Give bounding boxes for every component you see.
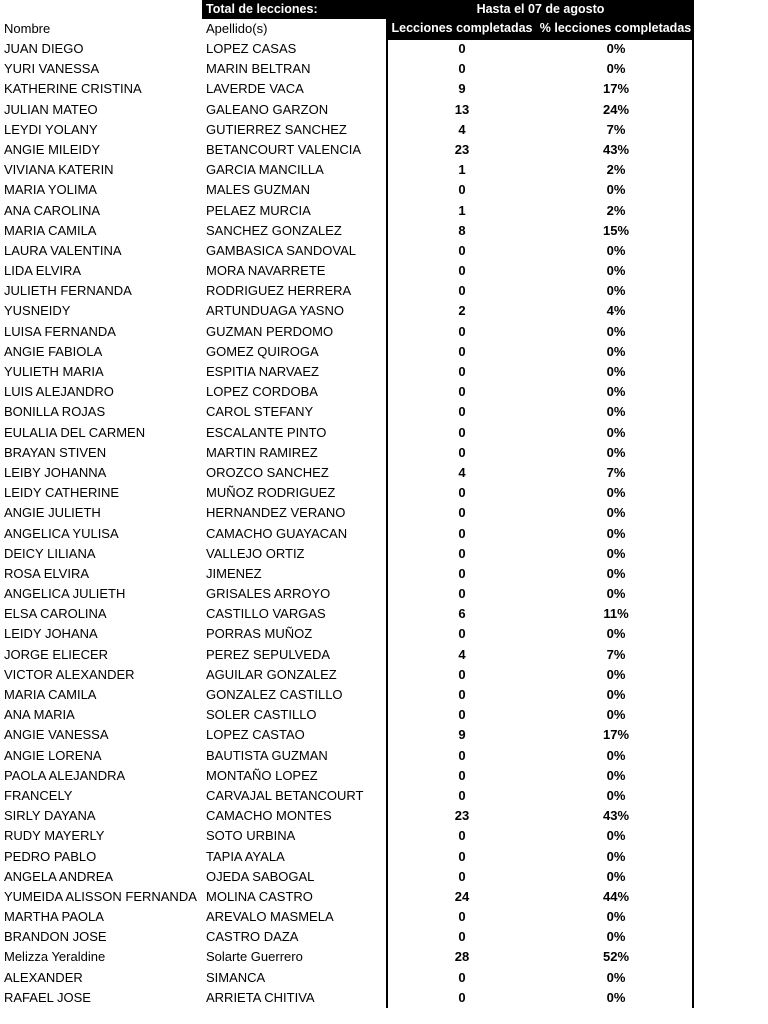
- cell-percent: 4%: [606, 303, 626, 319]
- table-row: [0, 402, 768, 422]
- table-row: [0, 624, 768, 644]
- table-row: [0, 766, 768, 786]
- cell-percent: 0%: [606, 989, 626, 1005]
- cell-apellido: JIMENEZ: [206, 565, 262, 581]
- cell-lecciones: 2: [458, 303, 466, 319]
- table-row: [0, 483, 768, 503]
- cell-percent: 7%: [606, 464, 626, 480]
- cell-nombre: VICTOR ALEXANDER: [4, 666, 135, 682]
- table-row: [0, 201, 768, 221]
- cell-percent: 0%: [606, 707, 626, 723]
- cell-lecciones: 0: [458, 626, 466, 642]
- cell-percent: 0%: [606, 666, 626, 682]
- cell-apellido: CASTILLO VARGAS: [206, 606, 326, 622]
- cell-nombre: VIVIANA KATERIN: [4, 162, 114, 178]
- table-row: [0, 725, 768, 745]
- cell-apellido: LOPEZ CORDOBA: [206, 384, 318, 400]
- cell-percent: 0%: [606, 525, 626, 541]
- cell-lecciones: 0: [458, 565, 466, 581]
- cell-lecciones: 0: [458, 868, 466, 884]
- cell-nombre: ELSA CAROLINA: [4, 606, 107, 622]
- cell-lecciones: 0: [458, 485, 466, 501]
- cell-lecciones: 0: [458, 929, 466, 945]
- cell-lecciones: 8: [458, 222, 466, 238]
- table-row: [0, 645, 768, 665]
- cell-percent: 0%: [606, 747, 626, 763]
- table-row: [0, 100, 768, 120]
- cell-percent: 43%: [602, 808, 630, 824]
- cell-nombre: ROSA ELVIRA: [4, 565, 90, 581]
- cell-apellido: CAROL STEFANY: [206, 404, 314, 420]
- cell-apellido: MOLINA CASTRO: [206, 888, 313, 904]
- cell-nombre: ANGELICA YULISA: [4, 525, 119, 541]
- cell-lecciones: 0: [458, 242, 466, 258]
- cell-apellido: CARVAJAL BETANCOURT: [206, 787, 364, 803]
- cell-lecciones: 0: [458, 989, 466, 1005]
- cell-nombre: ANGIE FABIOLA: [4, 343, 103, 359]
- cell-nombre: BRAYAN STIVEN: [4, 444, 107, 460]
- date-title: Hasta el 07 de agosto: [476, 2, 605, 16]
- table-row: [0, 665, 768, 685]
- cell-nombre: MARTHA PAOLA: [4, 909, 104, 925]
- cell-lecciones: 0: [458, 909, 466, 925]
- table-row: [0, 806, 768, 826]
- table-row: [0, 604, 768, 624]
- student-table: [0, 39, 768, 1008]
- cell-nombre: PAOLA ALEJANDRA: [4, 767, 126, 783]
- cell-lecciones: 0: [458, 767, 466, 783]
- cell-apellido: GRISALES ARROYO: [206, 586, 331, 602]
- cell-apellido: MUÑOZ RODRIGUEZ: [206, 485, 336, 501]
- cell-lecciones: 0: [458, 848, 466, 864]
- column-header-lecciones: Lecciones completadas: [391, 21, 533, 35]
- cell-apellido: OJEDA SABOGAL: [206, 868, 315, 884]
- cell-lecciones: 1: [458, 202, 466, 218]
- table-row: [0, 140, 768, 160]
- cell-apellido: AGUILAR GONZALEZ: [206, 666, 337, 682]
- cell-nombre: YULIETH MARIA: [4, 364, 104, 379]
- cell-nombre: ANGIE JULIETH: [4, 505, 101, 521]
- cell-lecciones: 4: [458, 646, 466, 662]
- cell-apellido: HERNANDEZ VERANO: [206, 505, 346, 521]
- cell-nombre: BONILLA ROJAS: [4, 404, 106, 420]
- table-row: [0, 584, 768, 604]
- cell-nombre: LIDA ELVIRA: [4, 263, 82, 279]
- cell-apellido: MORA NAVARRETE: [206, 263, 326, 279]
- cell-percent: 0%: [606, 444, 626, 460]
- table-row: [0, 847, 768, 867]
- cell-apellido: BETANCOURT VALENCIA: [206, 141, 362, 157]
- cell-nombre: MARIA CAMILA: [4, 687, 97, 702]
- cell-percent: 0%: [606, 182, 626, 198]
- table-row: [0, 443, 768, 463]
- table-row: [0, 261, 768, 281]
- cell-nombre: LEIBY JOHANNA: [4, 464, 107, 480]
- table-row: [0, 342, 768, 362]
- table-row: [0, 947, 768, 967]
- cell-apellido: MARTIN RAMIREZ: [206, 444, 318, 460]
- cell-apellido: BAUTISTA GUZMAN: [206, 747, 328, 763]
- cell-apellido: PORRAS MUÑOZ: [206, 626, 313, 642]
- cell-lecciones: 4: [458, 121, 466, 137]
- cell-nombre: ANGIE VANESSA: [4, 727, 109, 743]
- cell-nombre: MARIA CAMILA: [4, 222, 97, 238]
- cell-lecciones: 13: [454, 101, 470, 117]
- table-row: [0, 79, 768, 99]
- cell-lecciones: 9: [458, 727, 466, 743]
- table-row: [0, 564, 768, 584]
- cell-percent: 0%: [606, 404, 626, 420]
- table-row: [0, 705, 768, 725]
- table-row: [0, 180, 768, 200]
- cell-apellido: GAMBASICA SANDOVAL: [206, 242, 357, 258]
- total-lessons-label: Total de lecciones:: [202, 0, 386, 19]
- cell-apellido: GUZMAN PERDOMO: [206, 323, 334, 339]
- cell-percent: 0%: [606, 505, 626, 521]
- cell-apellido: AREVALO MASMELA: [206, 909, 334, 925]
- table-row: [0, 988, 768, 1008]
- cell-percent: 0%: [606, 485, 626, 501]
- cell-percent: 0%: [606, 424, 626, 440]
- cell-percent: 0%: [606, 565, 626, 581]
- cell-apellido: MONTAÑO LOPEZ: [206, 767, 318, 783]
- cell-lecciones: 6: [458, 606, 466, 622]
- cell-apellido: GONZALEZ CASTILLO: [206, 687, 343, 702]
- cell-apellido: MALES GUZMAN: [206, 182, 311, 198]
- cell-percent: 0%: [606, 283, 626, 299]
- cell-percent: 7%: [606, 121, 626, 137]
- column-header-apellido: Apellido(s): [206, 21, 268, 36]
- cell-lecciones: 0: [458, 41, 466, 56]
- table-row: [0, 867, 768, 887]
- cell-percent: 52%: [602, 949, 630, 965]
- cell-apellido: ARTUNDUAGA YASNO: [206, 303, 344, 319]
- cell-percent: 0%: [606, 263, 626, 279]
- cell-lecciones: 0: [458, 343, 466, 359]
- cell-lecciones: 0: [458, 687, 466, 702]
- cell-nombre: JULIETH FERNANDA: [4, 283, 132, 299]
- table-row: [0, 786, 768, 806]
- cell-nombre: LUISA FERNANDA: [4, 323, 116, 339]
- cell-lecciones: 0: [458, 707, 466, 723]
- cell-lecciones: 0: [458, 666, 466, 682]
- cell-apellido: SIMANCA: [206, 969, 266, 985]
- cell-lecciones: 0: [458, 384, 466, 400]
- cell-nombre: LEIDY CATHERINE: [4, 485, 120, 501]
- cell-apellido: SOLER CASTILLO: [206, 707, 317, 723]
- cell-lecciones: 0: [458, 263, 466, 279]
- date-header-block: [387, 0, 694, 40]
- cell-nombre: MARIA YOLIMA: [4, 182, 97, 198]
- cell-percent: 15%: [602, 222, 630, 238]
- table-row: [0, 685, 768, 705]
- cell-nombre: RAFAEL JOSE: [4, 989, 91, 1005]
- cell-apellido: TAPIA AYALA: [206, 848, 285, 864]
- cell-percent: 17%: [602, 81, 630, 97]
- table-row: [0, 826, 768, 846]
- table-row: [0, 281, 768, 301]
- cell-apellido: ARRIETA CHITIVA: [206, 989, 315, 1005]
- cell-percent: 0%: [606, 909, 626, 925]
- cell-percent: 24%: [602, 101, 630, 117]
- cell-nombre: JULIAN MATEO: [4, 101, 98, 117]
- cell-apellido: Solarte Guerrero: [206, 949, 303, 965]
- cell-lecciones: 0: [458, 787, 466, 803]
- cell-apellido: PEREZ SEPULVEDA: [206, 646, 331, 662]
- cell-percent: 7%: [606, 646, 626, 662]
- cell-lecciones: 0: [458, 424, 466, 440]
- cell-nombre: FRANCELY: [4, 787, 73, 803]
- cell-lecciones: 9: [458, 81, 466, 97]
- cell-nombre: BRANDON JOSE: [4, 929, 107, 945]
- cell-nombre: ALEXANDER: [4, 969, 83, 985]
- cell-lecciones: 0: [458, 505, 466, 521]
- cell-percent: 0%: [606, 384, 626, 400]
- cell-lecciones: 0: [458, 747, 466, 763]
- cell-lecciones: 23: [454, 141, 470, 157]
- column-header-nombre: Nombre: [4, 21, 51, 36]
- cell-nombre: YURI VANESSA: [4, 61, 100, 77]
- table-row: [0, 463, 768, 483]
- table-row: [0, 907, 768, 927]
- cell-apellido: ESPITIA NARVAEZ: [206, 364, 319, 379]
- cell-percent: 0%: [606, 787, 626, 803]
- cell-apellido: PELAEZ MURCIA: [206, 202, 311, 218]
- table-row: [0, 301, 768, 321]
- table-row: [0, 221, 768, 241]
- cell-percent: 0%: [606, 343, 626, 359]
- table-row: [0, 746, 768, 766]
- cell-percent: 0%: [606, 41, 626, 56]
- cell-percent: 11%: [603, 606, 629, 622]
- cell-lecciones: 4: [458, 464, 466, 480]
- cell-lecciones: 0: [458, 404, 466, 420]
- cell-percent: 2%: [606, 202, 626, 218]
- cell-percent: 0%: [606, 545, 626, 561]
- cell-percent: 0%: [606, 61, 626, 77]
- cell-nombre: SIRLY DAYANA: [4, 808, 96, 824]
- table-row: [0, 927, 768, 947]
- column-header-percent: % lecciones completadas: [539, 21, 692, 35]
- cell-apellido: CAMACHO GUAYACAN: [206, 525, 348, 541]
- cell-apellido: SANCHEZ GONZALEZ: [206, 222, 342, 238]
- cell-nombre: JUAN DIEGO: [4, 41, 84, 56]
- cell-lecciones: 28: [454, 949, 470, 965]
- cell-nombre: ANGELICA JULIETH: [4, 586, 126, 602]
- cell-percent: 0%: [606, 242, 626, 258]
- table-row: [0, 544, 768, 564]
- cell-nombre: YUMEIDA ALISSON FERNANDA: [4, 888, 197, 904]
- cell-lecciones: 0: [458, 545, 466, 561]
- cell-percent: 43%: [602, 141, 630, 157]
- cell-apellido: RODRIGUEZ HERRERA: [206, 283, 352, 299]
- cell-nombre: ANA CAROLINA: [4, 202, 101, 218]
- cell-lecciones: 0: [458, 444, 466, 460]
- cell-apellido: LAVERDE VACA: [206, 81, 304, 97]
- cell-lecciones: 0: [458, 283, 466, 299]
- cell-nombre: ANA MARIA: [4, 707, 75, 723]
- table-row: [0, 160, 768, 180]
- cell-nombre: YUSNEIDY: [4, 303, 71, 319]
- cell-nombre: LEYDI YOLANY: [4, 121, 98, 137]
- cell-lecciones: 0: [458, 364, 466, 379]
- table-row: [0, 362, 768, 382]
- cell-apellido: SOTO URBINA: [206, 828, 296, 844]
- cell-apellido: CASTRO DAZA: [206, 929, 299, 945]
- cell-lecciones: 0: [458, 969, 466, 985]
- cell-percent: 44%: [602, 888, 630, 904]
- cell-apellido: LOPEZ CASTAO: [206, 727, 305, 743]
- cell-lecciones: 0: [458, 586, 466, 602]
- table-row: [0, 120, 768, 140]
- cell-percent: 2%: [606, 162, 626, 178]
- cell-nombre: EULALIA DEL CARMEN: [4, 424, 146, 440]
- cell-lecciones: 0: [458, 182, 466, 198]
- table-row: [0, 503, 768, 523]
- cell-nombre: ANGIE LORENA: [4, 747, 102, 763]
- cell-nombre: JORGE ELIECER: [4, 646, 109, 662]
- cell-nombre: Melizza Yeraldine: [4, 949, 106, 965]
- cell-percent: 0%: [606, 969, 626, 985]
- cell-apellido: CAMACHO MONTES: [206, 808, 332, 824]
- cell-percent: 0%: [606, 929, 626, 945]
- cell-percent: 0%: [606, 687, 626, 702]
- cell-nombre: LEIDY JOHANA: [4, 626, 98, 642]
- cell-nombre: LUIS ALEJANDRO: [4, 384, 114, 400]
- cell-lecciones: 24: [454, 888, 470, 904]
- table-row: [0, 968, 768, 988]
- cell-lecciones: 23: [454, 808, 470, 824]
- table-row: [0, 382, 768, 402]
- table-row: [0, 423, 768, 443]
- cell-apellido: GARCIA MANCILLA: [206, 162, 324, 178]
- cell-apellido: ESCALANTE PINTO: [206, 424, 327, 440]
- cell-apellido: GUTIERREZ SANCHEZ: [206, 121, 347, 137]
- cell-lecciones: 0: [458, 61, 466, 77]
- cell-apellido: MARIN BELTRAN: [206, 61, 311, 77]
- cell-percent: 0%: [606, 828, 626, 844]
- cell-percent: 0%: [606, 323, 626, 339]
- table-row: [0, 887, 768, 907]
- cell-nombre: DEICY LILIANA: [4, 545, 96, 561]
- cell-lecciones: 0: [458, 828, 466, 844]
- cell-nombre: LAURA VALENTINA: [4, 242, 122, 258]
- cell-nombre: RUDY MAYERLY: [4, 828, 105, 844]
- table-row: [0, 524, 768, 544]
- cell-apellido: GALEANO GARZON: [206, 101, 329, 117]
- cell-percent: 0%: [606, 767, 626, 783]
- table-row: [0, 59, 768, 79]
- cell-percent: 0%: [606, 848, 626, 864]
- cell-lecciones: 0: [458, 525, 466, 541]
- table-row: [0, 39, 768, 59]
- table-row: [0, 241, 768, 261]
- cell-percent: 0%: [606, 586, 626, 602]
- cell-nombre: ANGELA ANDREA: [4, 868, 114, 884]
- cell-apellido: LOPEZ CASAS: [206, 41, 297, 56]
- cell-lecciones: 1: [458, 162, 466, 178]
- cell-apellido: OROZCO SANCHEZ: [206, 464, 329, 480]
- table-row: [0, 322, 768, 342]
- cell-apellido: GOMEZ QUIROGA: [206, 343, 319, 359]
- cell-percent: 0%: [606, 364, 626, 379]
- cell-percent: 0%: [606, 868, 626, 884]
- cell-nombre: ANGIE MILEIDY: [4, 141, 101, 157]
- cell-nombre: KATHERINE CRISTINA: [4, 81, 142, 97]
- cell-nombre: PEDRO PABLO: [4, 848, 97, 864]
- cell-lecciones: 0: [458, 323, 466, 339]
- cell-percent: 17%: [602, 727, 630, 743]
- cell-apellido: VALLEJO ORTIZ: [206, 545, 305, 561]
- cell-percent: 0%: [606, 626, 626, 642]
